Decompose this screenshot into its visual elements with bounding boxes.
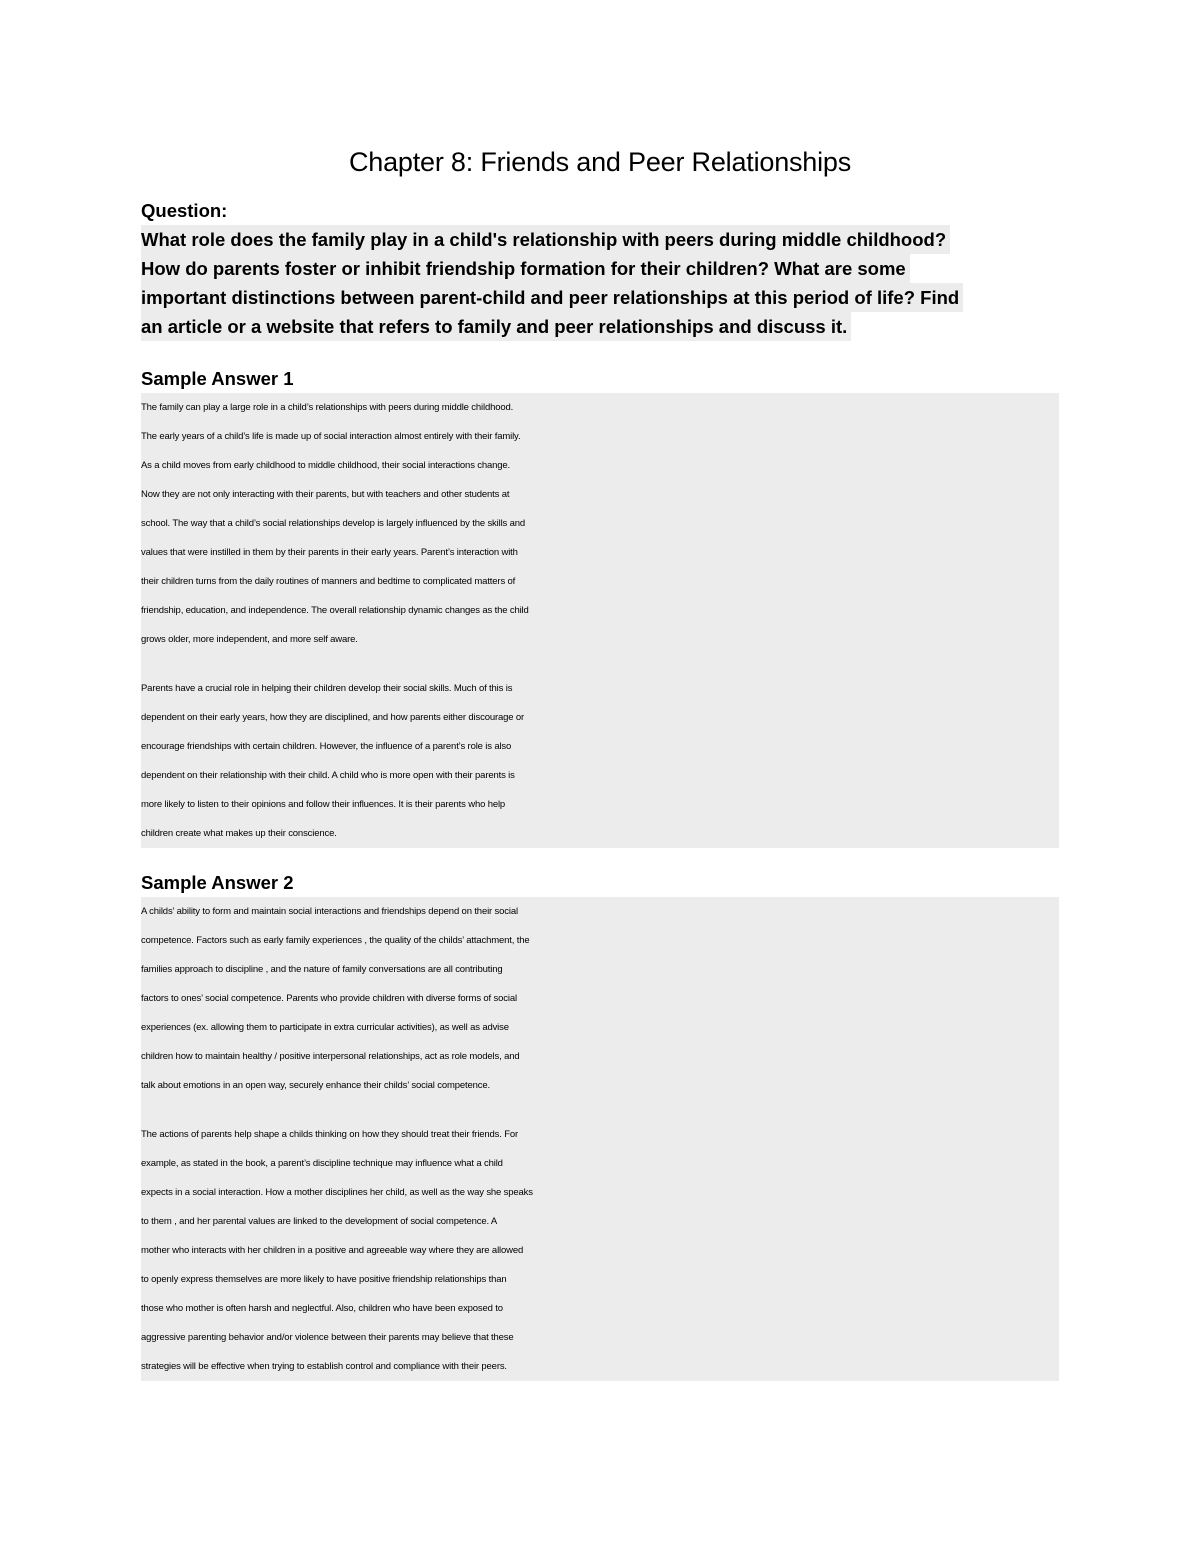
paragraph-line: competence. Factors such as early family experiences , the quality of the childs’ attachment, the (141, 935, 530, 946)
paragraph-line: The early years of a child’s life is made up of social interaction almost entirely with their family. (141, 431, 521, 442)
question-label: Question: (141, 200, 228, 221)
paragraph-line: those who mother is often harsh and neglectful. Also, children who have been exposed to (141, 1303, 503, 1314)
paragraph-line: expects in a social interaction. How a mother disciplines her child, as well as the way she speaks (141, 1187, 533, 1198)
question-line: an article or a website that refers to family and peer relationships and discuss it. (141, 312, 851, 341)
answer-2-paragraph-1 (141, 897, 1059, 1100)
paragraph-line: dependent on their relationship with their child. A child who is more open with their parents is (141, 770, 515, 781)
sample-answer-1 (141, 393, 1059, 848)
paragraph-line: aggressive parenting behavior and/or violence between their parents may believe that these (141, 1332, 514, 1343)
paragraph-line: experiences (ex. allowing them to participate in extra curricular activities), as well as advise (141, 1022, 509, 1033)
answer-1-paragraph-2 (141, 674, 1059, 848)
question-line: important distinctions between parent-child and peer relationships at this period of life? Find (141, 283, 963, 312)
paragraph-line: more likely to listen to their opinions and follow their influences. It is their parents who help (141, 799, 506, 810)
question-text (141, 225, 1059, 341)
answer-2-paragraph-2 (141, 1120, 1059, 1381)
paragraph-line: friendship, education, and independence. The overall relationship dynamic changes as the child (141, 605, 529, 616)
paragraph-line: The actions of parents help shape a childs thinking on how they should treat their friends. For (141, 1129, 519, 1140)
paragraph-line: As a child moves from early childhood to middle childhood, their social interactions change. (141, 460, 511, 471)
paragraph-line: children create what makes up their conscience. (141, 828, 337, 839)
paragraph-line: talk about emotions in an open way, securely enhance their childs’ social competence. (141, 1080, 490, 1091)
chapter-title: Chapter 8: Friends and Peer Relationships (348, 147, 852, 177)
paragraph-line: children how to maintain healthy / positive interpersonal relationships, act as role models, and (141, 1051, 520, 1062)
question-line: How do parents foster or inhibit friendship formation for their children? What are some (141, 254, 910, 283)
document-page (141, 140, 1059, 1381)
paragraph-line: factors to ones’ social competence. Parents who provide children with diverse forms of social (141, 993, 517, 1004)
paragraph-line: Parents have a crucial role in helping their children develop their social skills. Much of this is (141, 683, 513, 694)
paragraph-line: their children turns from the daily routines of manners and bedtime to complicated matters of (141, 576, 516, 587)
paragraph-line: A childs’ ability to form and maintain social interactions and friendships depend on their social (141, 906, 518, 917)
sample-answer-2-label: Sample Answer 2 (141, 872, 294, 893)
paragraph-line: encourage friendships with certain children. However, the influence of a parent’s role is also (141, 741, 512, 752)
question-line: What role does the family play in a child's relationship with peers during middle childhood? (141, 225, 950, 254)
paragraph-line: grows older, more independent, and more self aware. (141, 634, 358, 645)
sample-answer-1-label: Sample Answer 1 (141, 368, 294, 389)
paragraph-line: school. The way that a child’s social relationships develop is largely influenced by the skills and (141, 518, 526, 529)
paragraph-line: values that were instilled in them by their parents in their early years. Parent’s interaction with (141, 547, 518, 558)
paragraph-line: The family can play a large role in a child’s relationships with peers during middle childhood. (141, 402, 514, 413)
paragraph-line: mother who interacts with her children in a positive and agreeable way where they are allowed (141, 1245, 524, 1256)
answer-1-paragraph-1 (141, 393, 1059, 654)
paragraph-line: strategies will be effective when trying to establish control and compliance with their peers. (141, 1361, 507, 1372)
sample-answer-2 (141, 897, 1059, 1381)
paragraph-line: to them , and her parental values are linked to the development of social competence. A (141, 1216, 498, 1227)
paragraph-line: families approach to discipline , and the nature of family conversations are all contributing (141, 964, 503, 975)
paragraph-line: example, as stated in the book, a parent’s discipline technique may influence what a child (141, 1158, 503, 1169)
paragraph-line: Now they are not only interacting with their parents, but with teachers and other students at (141, 489, 510, 500)
paragraph-line: dependent on their early years, how they are disciplined, and how parents either discourage or (141, 712, 525, 723)
paragraph-line: to openly express themselves are more likely to have positive friendship relationships than (141, 1274, 507, 1285)
